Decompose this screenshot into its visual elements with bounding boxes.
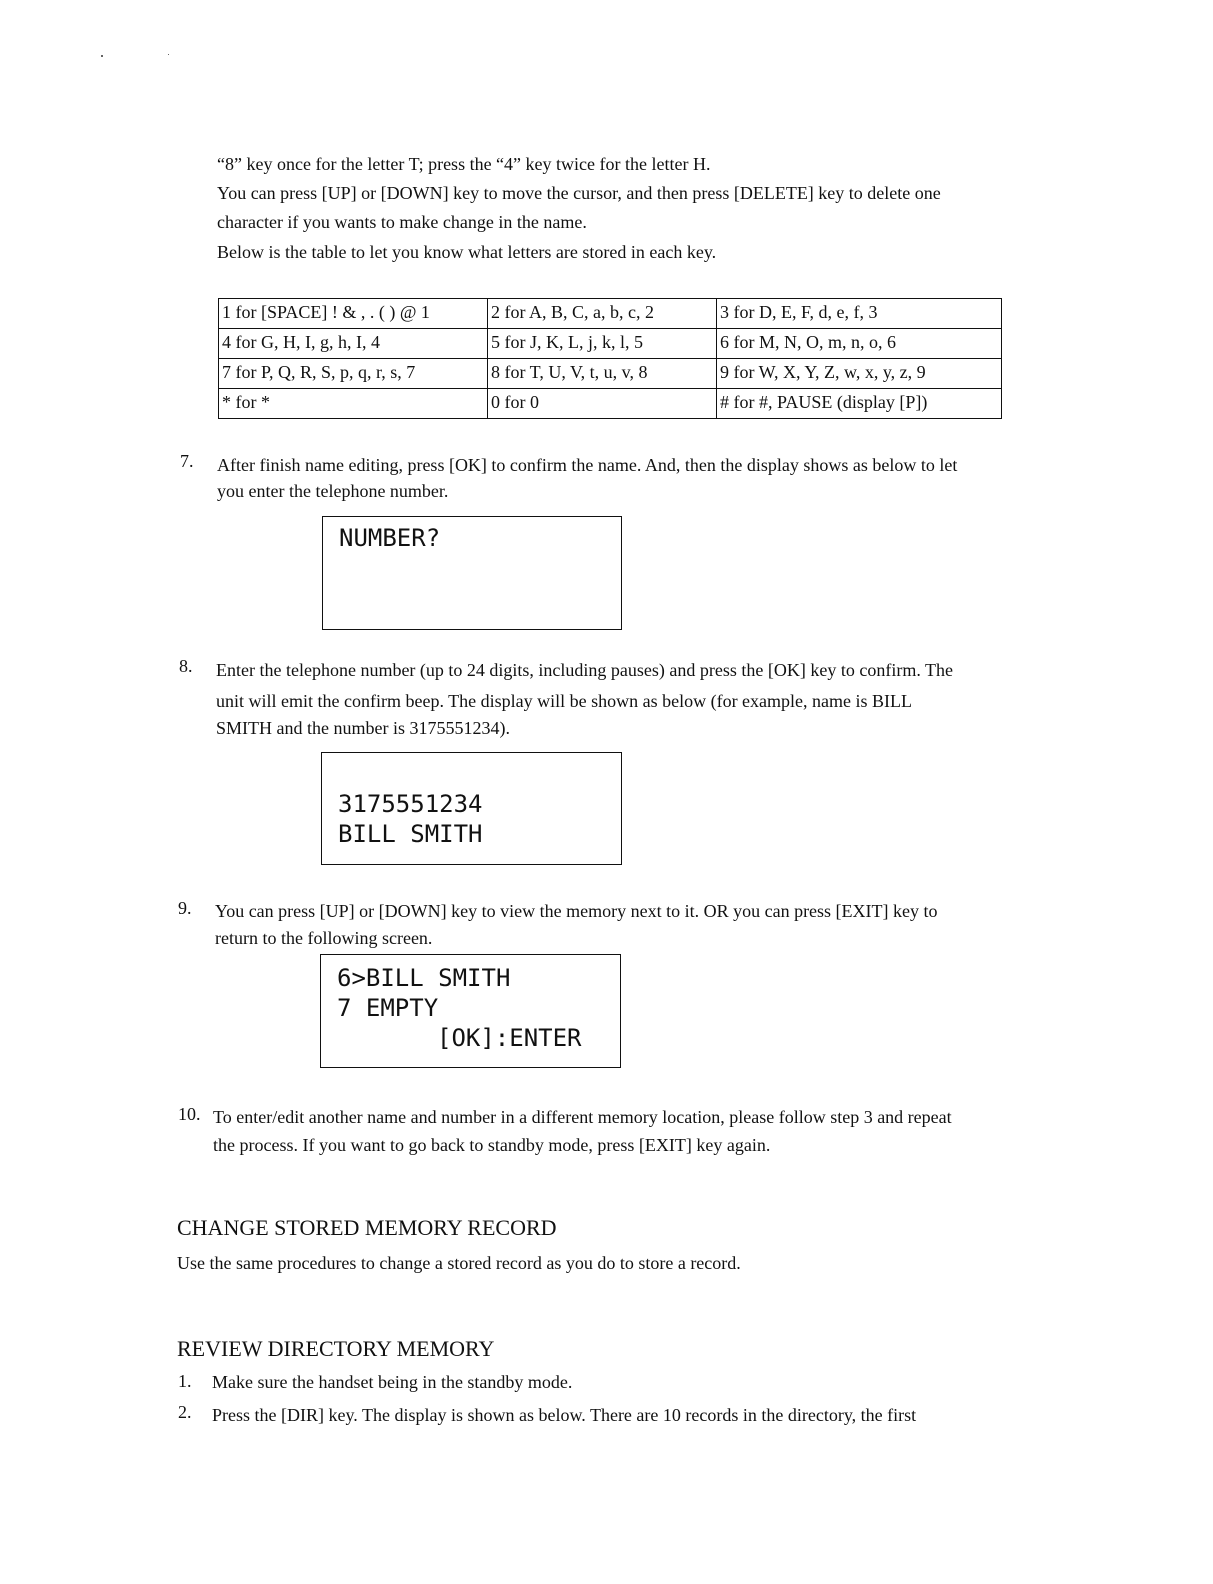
table-cell: # for #, PAUSE (display [P]) — [717, 389, 1002, 419]
lcd-display-record — [321, 752, 622, 865]
review-item-1: Make sure the handset being in the standby mode. — [212, 1372, 573, 1392]
table-row — [219, 299, 1002, 329]
lcd-display-memory-list — [320, 954, 621, 1068]
step-number: 7. — [180, 451, 194, 471]
lcd-line: 7 EMPTY — [337, 994, 439, 1022]
table-cell: 8 for T, U, V, t, u, v, 8 — [488, 359, 717, 389]
intro-line-1: “8” key once for the letter T; press the “4” key twice for the letter H. — [217, 154, 711, 174]
step8-line-2: unit will emit the confirm beep. The display will be shown as below (for example, name is BILL — [216, 691, 913, 711]
step-number: 8. — [179, 656, 193, 676]
step10-line-1: To enter/edit another name and number in a different memory location, please follow step 3 and repeat — [213, 1107, 952, 1127]
table-row — [219, 359, 1002, 389]
step9-line-2: return to the following screen. — [215, 928, 433, 948]
step8-line-1: Enter the telephone number (up to 24 digits, including pauses) and press the [OK] key to confirm. The — [216, 660, 953, 680]
lcd-line: NUMBER? — [339, 524, 441, 552]
section-heading-review: REVIEW DIRECTORY MEMORY — [177, 1336, 495, 1361]
lcd-line: [OK]:ENTER — [437, 1024, 582, 1052]
scan-mark — [168, 54, 169, 55]
scan-mark — [101, 55, 103, 57]
table-cell: 6 for M, N, O, m, n, o, 6 — [717, 329, 1002, 359]
step-number: 10. — [178, 1104, 201, 1124]
intro-line-3: character if you wants to make change in the name. — [217, 212, 587, 232]
step8-line-3: SMITH and the number is 3175551234). — [216, 718, 510, 738]
step-number: 1. — [178, 1371, 192, 1391]
table-cell: 3 for D, E, F, d, e, f, 3 — [717, 299, 1002, 329]
step7-line-2: you enter the telephone number. — [217, 481, 449, 501]
intro-line-2: You can press [UP] or [DOWN] key to move the cursor, and then press [DELETE] key to delete one — [217, 183, 941, 203]
step7-line-1: After finish name editing, press [OK] to confirm the name. And, then the display shows as below to let — [217, 455, 958, 475]
lcd-line: 6>BILL SMITH — [337, 964, 511, 992]
table-cell: 2 for A, B, C, a, b, c, 2 — [488, 299, 717, 329]
lcd-line: BILL SMITH — [338, 820, 483, 848]
table-cell: * for * — [219, 389, 488, 419]
section-change-text: Use the same procedures to change a stored record as you do to store a record. — [177, 1253, 741, 1273]
lcd-display-number-prompt — [322, 516, 622, 630]
table-cell: 1 for [SPACE] ! & , . ( ) @ 1 — [219, 299, 488, 329]
table-cell: 5 for J, K, L, j, k, l, 5 — [488, 329, 717, 359]
intro-line-4: Below is the table to let you know what letters are stored in each key. — [217, 242, 717, 262]
step9-line-1: You can press [UP] or [DOWN] key to view the memory next to it. OR you can press [EXIT] key to — [215, 901, 938, 921]
table-cell: 7 for P, Q, R, S, p, q, r, s, 7 — [219, 359, 488, 389]
table-row — [219, 389, 1002, 419]
step-number: 9. — [178, 898, 192, 918]
table-row — [219, 329, 1002, 359]
step10-line-2: the process. If you want to go back to standby mode, press [EXIT] key again. — [213, 1135, 771, 1155]
review-item-2: Press the [DIR] key. The display is shown as below. There are 10 records in the directory, the first — [212, 1405, 917, 1425]
lcd-line: 3175551234 — [338, 790, 483, 818]
table-cell: 4 for G, H, I, g, h, I, 4 — [219, 329, 488, 359]
key-letter-table — [218, 298, 1002, 419]
table-cell: 9 for W, X, Y, Z, w, x, y, z, 9 — [717, 359, 1002, 389]
section-heading-change: CHANGE STORED MEMORY RECORD — [177, 1215, 557, 1240]
table-cell: 0 for 0 — [488, 389, 717, 419]
step-number: 2. — [178, 1402, 192, 1422]
